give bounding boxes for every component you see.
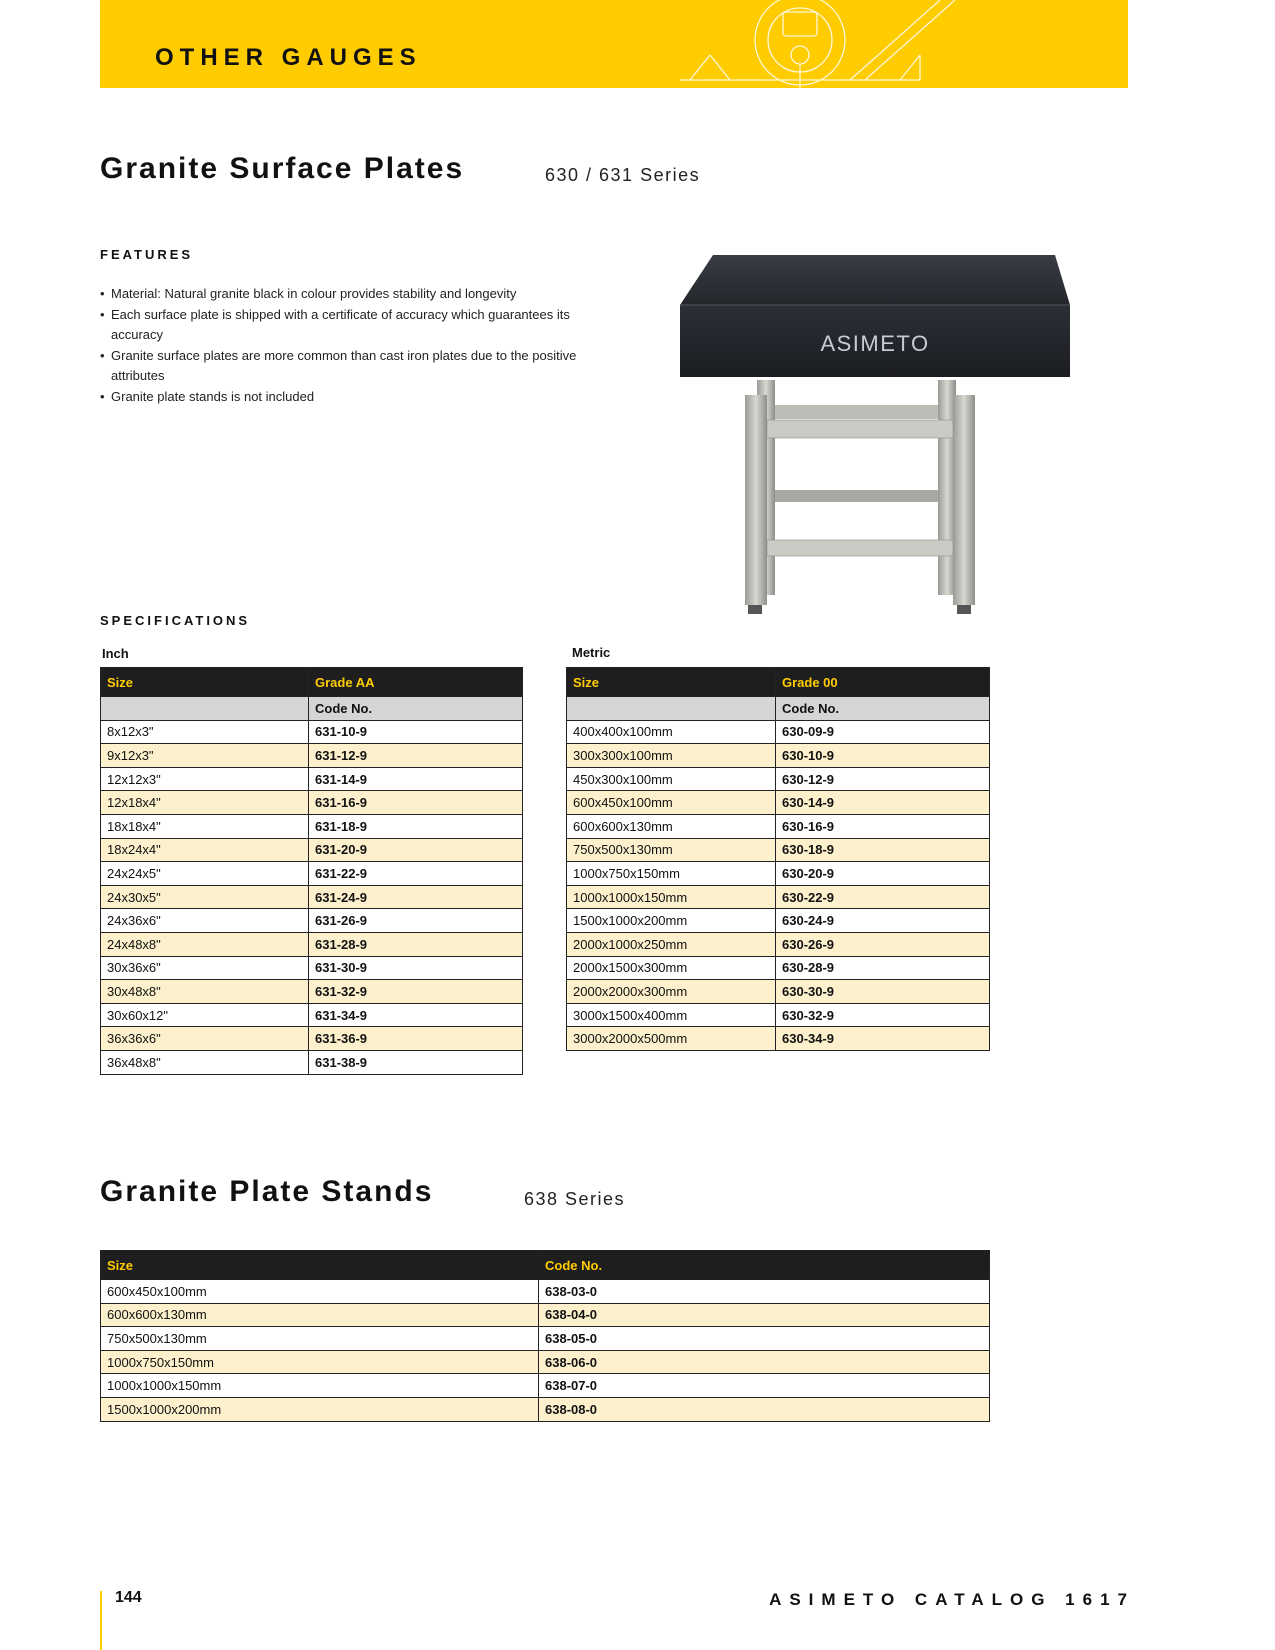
code-cell: 638-05-0 [539,1327,990,1351]
code-cell: 631-10-9 [309,720,523,744]
size-cell: 600x600x130mm [567,814,776,838]
size-cell: 36x36x6" [101,1027,309,1051]
column-header-code: Code No. [539,1251,990,1280]
metric-spec-table [566,667,990,1051]
table-row [101,1327,990,1351]
size-cell: 12x12x3" [101,767,309,791]
table-header-row [101,668,523,697]
size-cell: 2000x1500x300mm [567,956,776,980]
table-row [101,744,523,768]
code-cell: 631-14-9 [309,767,523,791]
table-subheader-row [101,697,523,721]
size-cell: 450x300x100mm [567,767,776,791]
code-cell: 630-12-9 [776,767,990,791]
table-row [101,1003,523,1027]
size-cell: 8x12x3" [101,720,309,744]
table-row [101,720,523,744]
table-header-row [567,668,990,697]
size-cell: 24x30x5" [101,885,309,909]
size-cell: 300x300x100mm [567,744,776,768]
column-header-grade: Grade 00 [776,668,990,697]
gauge-line-art-icon [680,0,1060,88]
table-row [101,862,523,886]
features-heading: FEATURES [100,247,194,262]
table-row [101,814,523,838]
table-row [567,814,990,838]
table-row [101,1050,523,1074]
size-cell: 24x24x5" [101,862,309,886]
size-cell: 3000x2000x500mm [567,1027,776,1051]
code-cell: 630-20-9 [776,862,990,886]
code-cell: 630-22-9 [776,885,990,909]
size-cell: 600x450x100mm [567,791,776,815]
granite-plate-product-image [670,255,1080,625]
size-cell: 30x60x12" [101,1003,309,1027]
size-cell: 18x18x4" [101,814,309,838]
size-cell: 750x500x130mm [567,838,776,862]
subheader-blank [101,697,309,721]
size-cell: 3000x1500x400mm [567,1003,776,1027]
table-row [567,909,990,933]
table-row [567,720,990,744]
column-header-code: Code No. [309,697,523,721]
header-banner [100,0,1128,88]
stands-spec-table [100,1250,990,1422]
code-cell: 631-36-9 [309,1027,523,1051]
table-row [101,767,523,791]
feature-item: • Material: Natural granite black in colour provides stability and longevity [100,284,620,305]
code-cell: 631-16-9 [309,791,523,815]
catalog-label: ASIMETO CATALOG 1617 [769,1590,1135,1609]
code-cell: 631-12-9 [309,744,523,768]
code-cell: 630-32-9 [776,1003,990,1027]
column-header-grade: Grade AA [309,668,523,697]
features-list [100,284,620,407]
size-cell: 9x12x3" [101,744,309,768]
table-row [567,1027,990,1051]
table-row [101,956,523,980]
size-cell: 12x18x4" [101,791,309,815]
plates-title: Granite Surface Plates [100,152,465,185]
table-row [101,791,523,815]
code-cell: 630-18-9 [776,838,990,862]
table-row [567,838,990,862]
size-cell: 30x36x6" [101,956,309,980]
table-header-row [101,1251,990,1280]
table-row [567,956,990,980]
column-header-size: Size [567,668,776,697]
size-cell: 1500x1000x200mm [567,909,776,933]
table-row [567,932,990,956]
table-row [101,1303,990,1327]
size-cell: 1000x1000x150mm [101,1374,539,1398]
table-row [567,980,990,1004]
stands-title: Granite Plate Stands [100,1175,434,1208]
size-cell: 24x48x8" [101,932,309,956]
table-row [567,767,990,791]
code-cell: 630-24-9 [776,909,990,933]
specifications-heading: SPECIFICATIONS [100,613,251,628]
inch-label: Inch [102,646,129,661]
feature-item: • Each surface plate is shipped with a certificate of accuracy which guarantees its accuracy [100,305,620,346]
table-row [101,909,523,933]
table-subheader-row [567,697,990,721]
table-row [101,1374,990,1398]
code-cell: 631-18-9 [309,814,523,838]
size-cell: 1000x750x150mm [567,862,776,886]
code-cell: 631-38-9 [309,1050,523,1074]
code-cell: 638-03-0 [539,1280,990,1304]
code-cell: 630-14-9 [776,791,990,815]
code-cell: 631-34-9 [309,1003,523,1027]
code-cell: 630-30-9 [776,980,990,1004]
product-brand-text: ASIMETO [820,331,930,356]
size-cell: 1500x1000x200mm [101,1397,539,1421]
table-row [567,791,990,815]
code-cell: 638-06-0 [539,1350,990,1374]
table-row [101,1027,523,1051]
code-cell: 630-09-9 [776,720,990,744]
column-header-size: Size [101,668,309,697]
code-cell: 631-32-9 [309,980,523,1004]
table-row [567,862,990,886]
code-cell: 631-20-9 [309,838,523,862]
metric-label: Metric [572,645,611,660]
size-cell: 18x24x4" [101,838,309,862]
size-cell: 30x48x8" [101,980,309,1004]
table-row [101,885,523,909]
table-row [101,1280,990,1304]
code-cell: 638-07-0 [539,1374,990,1398]
table-row [567,885,990,909]
code-cell: 630-34-9 [776,1027,990,1051]
code-cell: 630-10-9 [776,744,990,768]
feature-item: • Granite surface plates are more common than cast iron plates due to the positive attributes [100,346,620,387]
size-cell: 750x500x130mm [101,1327,539,1351]
footer-accent-bar [100,1591,102,1650]
table-row [101,932,523,956]
size-cell: 1000x1000x150mm [567,885,776,909]
feature-item: • Granite plate stands is not included [100,387,620,408]
table-row [101,980,523,1004]
size-cell: 400x400x100mm [567,720,776,744]
code-cell: 630-28-9 [776,956,990,980]
table-row [567,744,990,768]
subheader-blank [567,697,776,721]
inch-spec-table [100,667,523,1075]
column-header-size: Size [101,1251,539,1280]
code-cell: 638-08-0 [539,1397,990,1421]
code-cell: 630-16-9 [776,814,990,838]
code-cell: 631-24-9 [309,885,523,909]
size-cell: 24x36x6" [101,909,309,933]
table-row [567,1003,990,1027]
section-title: OTHER GAUGES [155,44,422,71]
code-cell: 630-26-9 [776,932,990,956]
size-cell: 36x48x8" [101,1050,309,1074]
table-row [101,1350,990,1374]
code-cell: 631-26-9 [309,909,523,933]
stands-series: 638 Series [524,1189,626,1209]
code-cell: 631-22-9 [309,862,523,886]
size-cell: 2000x2000x300mm [567,980,776,1004]
size-cell: 1000x750x150mm [101,1350,539,1374]
size-cell: 600x600x130mm [101,1303,539,1327]
table-row [101,1397,990,1421]
size-cell: 600x450x100mm [101,1280,539,1304]
plates-series: 630 / 631 Series [545,165,701,185]
code-cell: 631-28-9 [309,932,523,956]
size-cell: 2000x1000x250mm [567,932,776,956]
column-header-code: Code No. [776,697,990,721]
table-row [101,838,523,862]
page-number: 144 [115,1589,142,1606]
code-cell: 638-04-0 [539,1303,990,1327]
code-cell: 631-30-9 [309,956,523,980]
